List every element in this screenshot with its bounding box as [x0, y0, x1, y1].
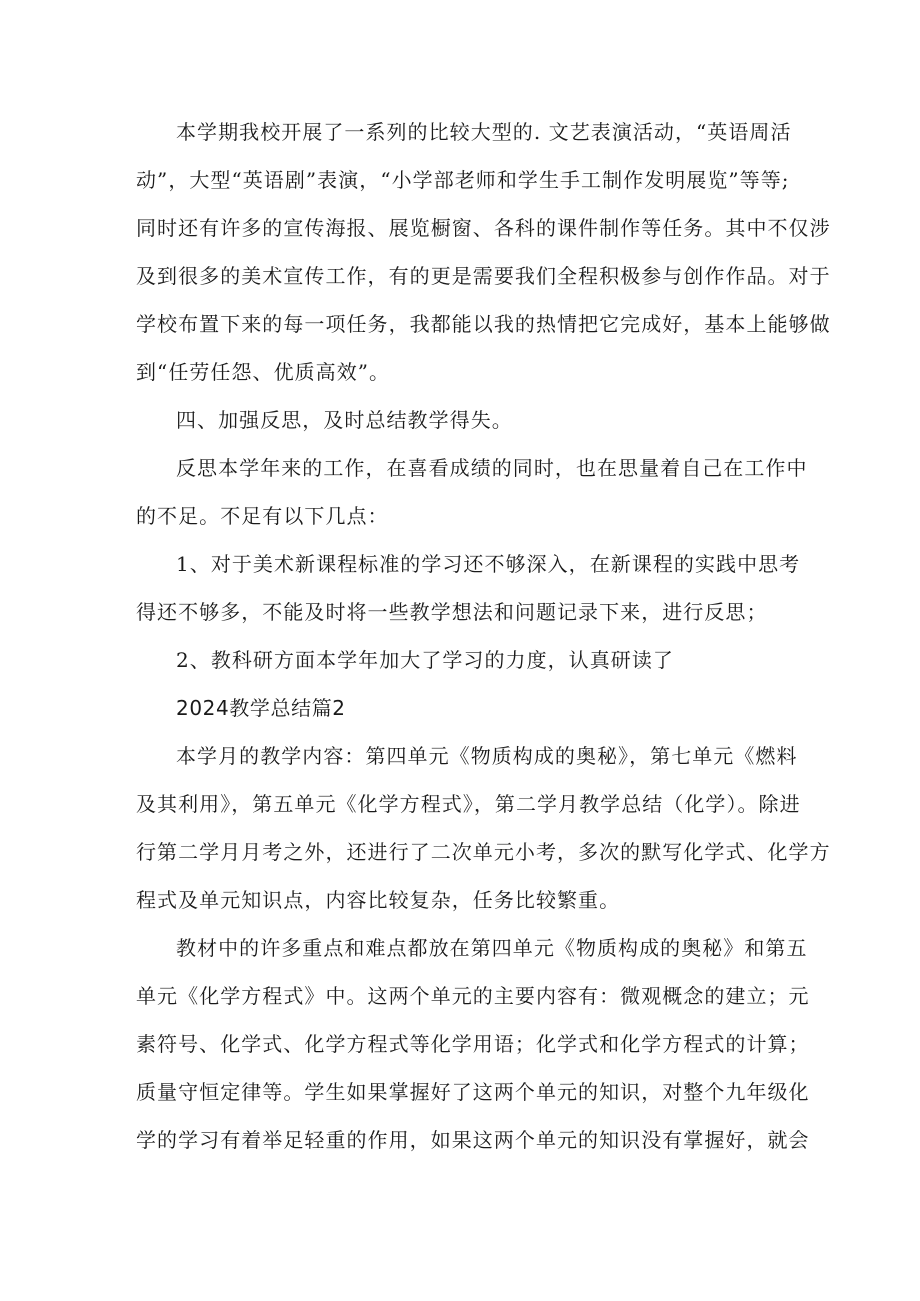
- paragraph-line: 程式及单元知识点，内容比较复杂，任务比较繁重。: [136, 888, 621, 912]
- paragraph-line: 教材中的许多重点和难点都放在第四单元《物质构成的奥秘》和第五: [176, 936, 808, 960]
- paragraph-line: 的不足。不足有以下几点：: [136, 504, 389, 528]
- paragraph-line: 单元《化学方程式》中。这两个单元的主要内容有：微观概念的建立；元: [136, 984, 810, 1008]
- paragraph-line: 行第二学月月考之外，还进行了二次单元小考，多次的默写化学式、化学方: [136, 840, 831, 864]
- paragraph-line: 反思本学年来的工作，在喜看成绩的同时，也在思量着自己在工作中: [176, 456, 808, 480]
- paragraph-line: 及到很多的美术宣传工作，有的更是需要我们全程积极参与创作作品。对于: [136, 264, 831, 288]
- paragraph-line: 本学月的教学内容：第四单元《物质构成的奥秘》，第七单元《燃料: [176, 744, 798, 768]
- paragraph-line: 质量守恒定律等。学生如果掌握好了这两个单元的知识，对整个九年级化: [136, 1080, 810, 1104]
- list-item-line: 2、教科研方面本学年加大了学习的力度，认真研读了: [176, 648, 674, 672]
- section-heading: 四、加强反思，及时总结教学得失。: [176, 408, 513, 432]
- paragraph-line: 素符号、化学式、化学方程式等化学用语；化学式和化学方程式的计算；: [136, 1032, 810, 1056]
- paragraph-line: 动”，大型“英语剧”表演，“小学部老师和学生手工制作发明展览”等等;: [136, 168, 790, 192]
- paragraph-line: 学校布置下来的每一项任务，我都能以我的热情把它完成好，基本上能够做: [136, 312, 831, 336]
- article-title: 2024教学总结篇2: [176, 696, 346, 720]
- list-item-line: 得还不够多，不能及时将一些教学想法和问题记录下来，进行反思；: [136, 600, 768, 624]
- paragraph-line: 到“任劳任怨、优质高效”。: [136, 360, 391, 384]
- paragraph-line: 及其利用》，第五单元《化学方程式》，第二学月教学总结（化学）。除进: [136, 792, 801, 816]
- paragraph-line: 同时还有许多的宣传海报、展览橱窗、各科的课件制作等任务。其中不仅涉: [136, 216, 831, 240]
- list-item-line: 1、对于美术新课程标准的学习还不够深入，在新课程的实践中思考: [176, 552, 801, 576]
- paragraph-line: 学的学习有着举足轻重的作用，如果这两个单元的知识没有掌握好，就会: [136, 1128, 810, 1152]
- paragraph-line: 本学期我校开展了一系列的比较大型的. 文艺表演活动，“英语周活: [176, 120, 792, 144]
